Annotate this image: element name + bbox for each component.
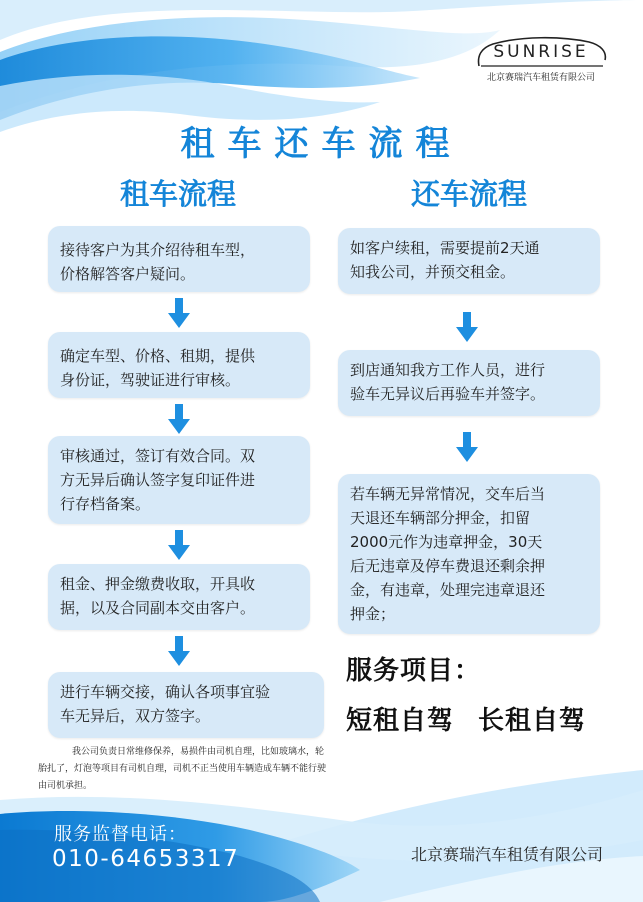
step-text-line: 验车无异议后再验车并签字。 bbox=[350, 385, 546, 403]
step-text-line: 进行车辆交接，确认各项事宜验 bbox=[60, 683, 271, 701]
step-text-line: 押金； bbox=[350, 605, 396, 623]
step-text-line: 如客户续租，需要提前2天通 bbox=[350, 239, 540, 257]
step-text-line: 车无异后，双方签字。 bbox=[60, 707, 211, 725]
maintenance-note: 我公司负责日常维修保养，易损件由司机自理，比如玻璃水，轮胎扎了，灯泡等项目有司机自理，司机不正当使用车辆造成车辆不能行驶由司机承担。 bbox=[38, 747, 327, 791]
hotline-label: 服务监督电话： bbox=[54, 824, 187, 845]
arrow-down-icon bbox=[168, 636, 190, 666]
hotline-number: 010-64653317 bbox=[52, 846, 240, 872]
return-process-heading: 还车流程 bbox=[410, 177, 527, 211]
service-item: 长租自驾 bbox=[478, 706, 587, 736]
page-title: 租车还车流程 bbox=[180, 124, 463, 164]
return-step-1 bbox=[338, 228, 600, 294]
company-logo bbox=[471, 36, 611, 88]
services-list bbox=[346, 700, 586, 737]
step-text-line: 知我公司，并预交租金。 bbox=[350, 263, 516, 281]
logo-text: SUNRISE bbox=[493, 42, 589, 62]
services-title: 服务项目： bbox=[346, 656, 482, 686]
logo-company-name: 北京赛瑞汽车租赁有限公司 bbox=[486, 73, 595, 83]
arrow-down-icon bbox=[168, 298, 190, 328]
rent-step-3 bbox=[48, 436, 310, 524]
arrow-down-icon bbox=[456, 432, 478, 462]
step-text-line: 审核通过，签订有效合同。双 bbox=[60, 447, 256, 465]
step-text-line: 租金、押金缴费收取，开具收 bbox=[60, 575, 256, 593]
step-text-line: 2000元作为违章押金，30天 bbox=[350, 533, 543, 551]
rent-step-5 bbox=[48, 672, 324, 738]
step-text-line: 身份证，驾驶证进行审核。 bbox=[60, 371, 241, 389]
step-text-line: 金，有违章，处理完违章退还 bbox=[350, 581, 546, 599]
step-text-line: 到店通知我方工作人员，进行 bbox=[350, 361, 546, 379]
step-text-line: 后无违章及停车费退还剩余押 bbox=[350, 557, 546, 575]
step-text-line: 天退还车辆部分押金，扣留 bbox=[350, 509, 531, 527]
service-item: 短租自驾 bbox=[346, 706, 455, 736]
rent-process-heading: 租车流程 bbox=[119, 177, 236, 211]
footer-company-name: 北京赛瑞汽车租赁有限公司 bbox=[410, 845, 603, 864]
rent-step-4 bbox=[48, 564, 310, 630]
return-step-3 bbox=[338, 474, 600, 634]
step-text-line: 若车辆无异常情况，交车后当 bbox=[350, 485, 546, 503]
step-text-line: 据，以及合同副本交由客户。 bbox=[60, 599, 256, 617]
step-text-line: 确定车型、价格、租期，提供 bbox=[60, 347, 256, 365]
rent-step-1 bbox=[48, 226, 310, 292]
arrow-down-icon bbox=[168, 404, 190, 434]
return-step-2 bbox=[338, 350, 600, 416]
arrow-down-icon bbox=[168, 530, 190, 560]
step-text-line: 接待客户为其介绍待租车型， bbox=[60, 241, 256, 259]
arrow-down-icon bbox=[456, 312, 478, 342]
rent-step-2 bbox=[48, 332, 310, 398]
step-text-line: 行存档备案。 bbox=[60, 495, 151, 513]
step-text-line: 价格解答客户疑问。 bbox=[60, 265, 196, 283]
step-text-line: 方无异后确认签字复印证件进 bbox=[60, 471, 256, 489]
